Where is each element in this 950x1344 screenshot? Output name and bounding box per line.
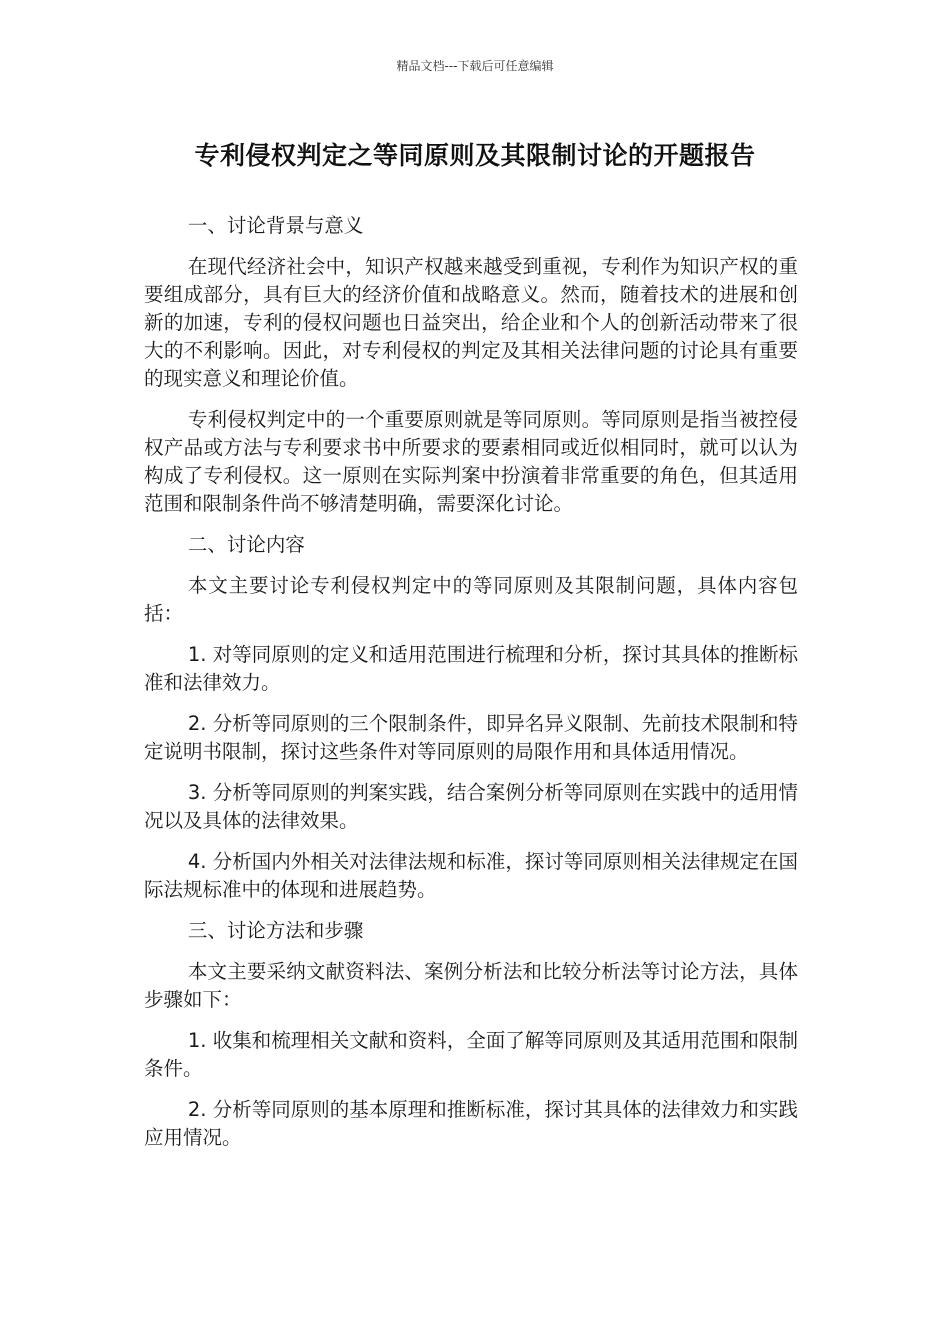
document-body xyxy=(144,212,798,1165)
content-item-2: 2. 分析等同原则的三个限制条件，即异名异义限制、先前技术限制和特定说明书限制，探讨这些条件对等同原则的局限作用和具体适用情况。 xyxy=(144,712,798,763)
section-heading-background: 一、讨论背景与意义 xyxy=(187,214,364,237)
paragraph-methods-intro: 本文主要采纳文献资料法、案例分析法和比较分析法等讨论方法，具体步骤如下： xyxy=(144,960,798,1011)
method-step-2: 2. 分析等同原则的基本原理和推断标准，探讨其具体的法律效力和实践应用情况。 xyxy=(144,1098,798,1149)
document-title: 专利侵权判定之等同原则及其限制讨论的开题报告 xyxy=(194,141,756,170)
content-item-1: 1. 对等同原则的定义和适用范围进行梳理和分析，探讨其具体的推断标准和法律效力。 xyxy=(144,643,798,694)
paragraph-background-2: 专利侵权判定中的一个重要原则就是等同原则。等同原则是指当被控侵权产品或方法与专利要求书中所要求的要素相同或近似相同时，就可以认为构成了专利侵权。这一原则在实际判案中扮演着非常重要的角色，但其适用范围和限制条件尚不够清楚明确，需要深化讨论。 xyxy=(144,408,798,515)
section-heading-content: 二、讨论内容 xyxy=(187,533,305,556)
method-step-1: 1. 收集和梳理相关文献和资料，全面了解等同原则及其适用范围和限制条件。 xyxy=(144,1029,798,1080)
paragraph-content-intro: 本文主要讨论专利侵权判定中的等同原则及其限制问题，具体内容包括： xyxy=(144,574,798,625)
content-item-4: 4. 分析国内外相关对法律法规和标准，探讨等同原则相关法律规定在国际法规标准中的体现和进展趋势。 xyxy=(144,850,798,901)
content-item-3: 3. 分析等同原则的判案实践，结合案例分析等同原则在实践中的适用情况以及具体的法律效果。 xyxy=(144,781,798,832)
section-heading-methods: 三、讨论方法和步骤 xyxy=(187,919,364,942)
header-note: 精品文档---下载后可任意编辑 xyxy=(396,59,554,73)
paragraph-background-1: 在现代经济社会中，知识产权越来越受到重视，专利作为知识产权的重要组成部分，具有巨大的经济价值和战略意义。然而，随着技术的进展和创新的加速，专利的侵权问题也日益突出，给企业和个人的创新活动带来了很大的不利影响。因此，对专利侵权的判定及其相关法律问题的讨论具有重要的现实意义和理论价值。 xyxy=(144,255,798,390)
